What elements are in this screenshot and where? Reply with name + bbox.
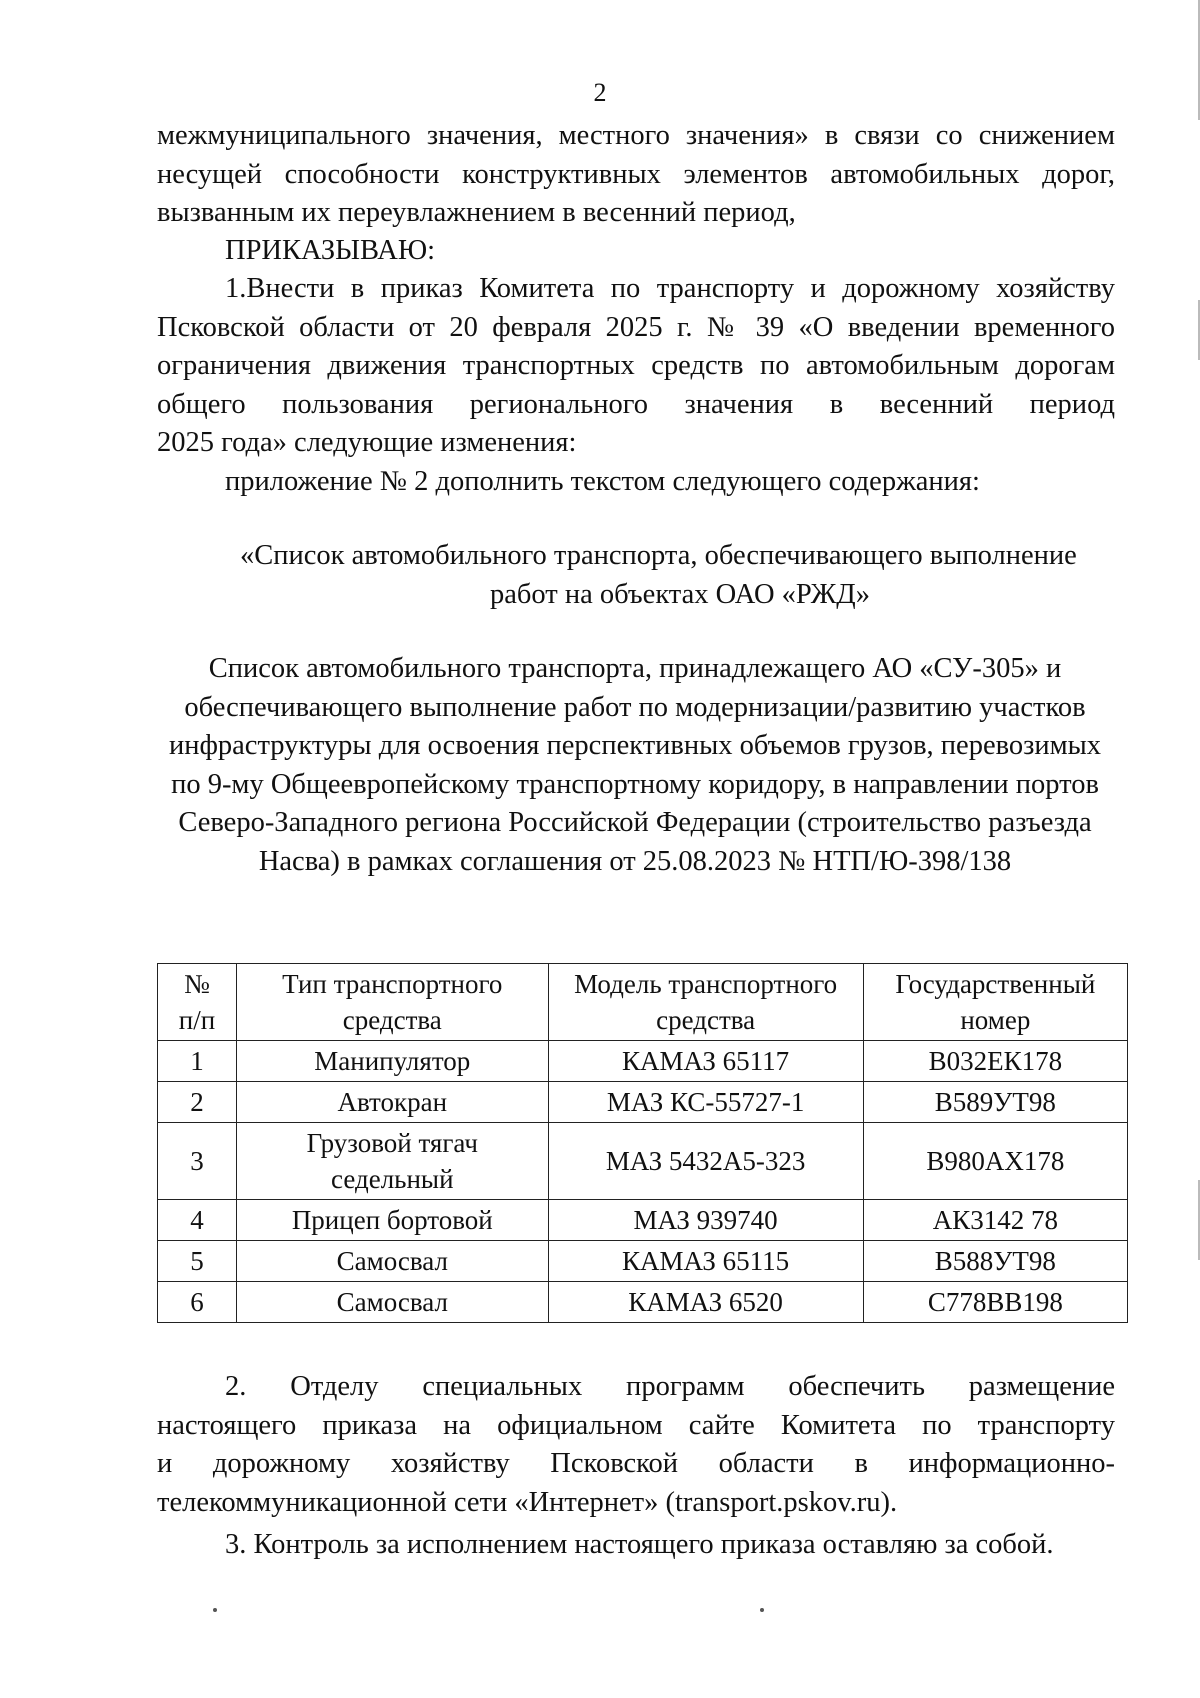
row-type-line2: седельный <box>331 1164 454 1194</box>
quote-title-line2: работ на объектах ОАО «РЖД» <box>490 578 870 610</box>
list-title-line: обеспечивающего выполнение работ по модернизации/развитию участков <box>184 691 1086 723</box>
intro-paragraph <box>157 117 1115 233</box>
row-model: КАМАЗ 6520 <box>548 1282 863 1323</box>
item1-line: 2025 года» следующие изменения: <box>157 427 577 458</box>
row-reg-number: В588УТ98 <box>863 1241 1127 1282</box>
header-reg-line2: номер <box>960 1005 1031 1035</box>
row-reg-number: С778ВВ198 <box>863 1282 1127 1323</box>
intro-line: несущей способности конструктивных элементов автомобильных дорог, <box>157 158 1115 190</box>
table-row <box>158 1200 1128 1241</box>
row-model: КАМАЗ 65117 <box>548 1041 863 1082</box>
item2-paragraph <box>157 1368 1115 1522</box>
header-type <box>236 964 548 1041</box>
intro-line: межмуниципального значения, местного значения» в связи со снижением <box>157 120 1115 151</box>
header-number-line2: п/п <box>178 1005 216 1035</box>
row-number: 5 <box>158 1241 237 1282</box>
table-row <box>158 1282 1128 1323</box>
row-type <box>236 1123 548 1200</box>
quote-title-line1: «Список автомобильного транспорта, обеспечивающего выполнение <box>240 540 1077 571</box>
row-type: Автокран <box>236 1082 548 1123</box>
header-model-line2: средства <box>656 1005 756 1035</box>
table-row <box>158 1082 1128 1123</box>
list-title <box>150 650 1120 881</box>
row-number: 3 <box>158 1123 237 1200</box>
item3-paragraph <box>157 1526 1115 1565</box>
order-word: ПРИКАЗЫВАЮ: <box>225 235 436 266</box>
row-number: 4 <box>158 1200 237 1241</box>
row-model: МАЗ КС-55727-1 <box>548 1082 863 1123</box>
list-title-line: Список автомобильного транспорта, принадлежащего АО «СУ-305» и <box>208 653 1062 684</box>
item3-line: 3. Контроль за исполнением настоящего приказа оставляю за собой. <box>225 1529 1054 1560</box>
header-reg-line1: Государственный <box>895 969 1096 999</box>
list-title-line: Насва) в рамках соглашения от 25.08.2023 № НТП/Ю-398/138 <box>258 845 1012 877</box>
item2-line: телекоммуникационной сети «Интернет» (transport.pskov.ru). <box>157 1486 898 1518</box>
row-model: КАМАЗ 65115 <box>548 1241 863 1282</box>
header-number <box>158 964 237 1041</box>
item1-line: ограничения движения транспортных средств по автомобильным дорогам <box>157 350 1115 381</box>
row-type: Манипулятор <box>236 1041 548 1082</box>
row-type-line1: Грузовой тягач <box>306 1128 478 1158</box>
table-row <box>158 1123 1128 1200</box>
row-type: Самосвал <box>236 1241 548 1282</box>
item2-line: 2. Отделу специальных программ обеспечить размещение <box>225 1371 1115 1402</box>
item1-addition: приложение № 2 дополнить текстом следующего содержания: <box>225 465 980 497</box>
table-row <box>158 1241 1128 1282</box>
row-number: 1 <box>158 1041 237 1082</box>
page-number: 2 <box>593 78 607 107</box>
row-reg-number: АК3142 78 <box>863 1200 1127 1241</box>
header-type-line2: средства <box>342 1005 442 1035</box>
header-model-line1: Модель транспортного <box>574 969 838 999</box>
row-number: 2 <box>158 1082 237 1123</box>
row-number: 6 <box>158 1282 237 1323</box>
item1-line: 1.Внести в приказ Комитета по транспорту и дорожному хозяйству <box>225 273 1115 304</box>
row-type: Прицеп бортовой <box>236 1200 548 1241</box>
vehicles-table <box>157 963 1128 1323</box>
item1-paragraph <box>157 270 1115 501</box>
header-model <box>548 964 863 1041</box>
scan-dot <box>213 1608 217 1612</box>
row-reg-number: В980АХ178 <box>863 1123 1127 1200</box>
quote-title <box>150 537 1120 614</box>
table-header-row <box>158 964 1128 1041</box>
header-type-line1: Тип транспортного <box>282 969 503 999</box>
item1-line: Псковской области от 20 февраля 2025 г. № 39 «О введении временного <box>157 311 1115 343</box>
item1-line: общего пользования регионального значения в весенний период <box>157 388 1115 420</box>
row-reg-number: В032ЕК178 <box>863 1041 1127 1082</box>
order-word-block <box>157 232 1115 271</box>
row-type: Самосвал <box>236 1282 548 1323</box>
row-reg-number: В589УТ98 <box>863 1082 1127 1123</box>
header-number-line1: № <box>184 969 210 999</box>
item2-line: настоящего приказа на официальном сайте Комитета по транспорту <box>157 1409 1115 1441</box>
intro-line: вызванным их переувлажнением в весенний период, <box>157 197 796 228</box>
header-reg-number <box>863 964 1127 1041</box>
list-title-line: Северо-Западного региона Российской Федерации (строительство разъезда <box>178 807 1092 838</box>
row-model: МАЗ 5432А5-323 <box>548 1123 863 1200</box>
list-title-line: инфраструктуры для освоения перспективных объемов грузов, перевозимых <box>168 730 1102 761</box>
row-model: МАЗ 939740 <box>548 1200 863 1241</box>
scan-dot <box>760 1608 764 1612</box>
list-title-line: по 9-му Общеевропейскому транспортному коридору, в направлении портов <box>171 768 1099 800</box>
item2-line: и дорожному хозяйству Псковской области в информационно- <box>157 1448 1115 1479</box>
table-row <box>158 1041 1128 1082</box>
